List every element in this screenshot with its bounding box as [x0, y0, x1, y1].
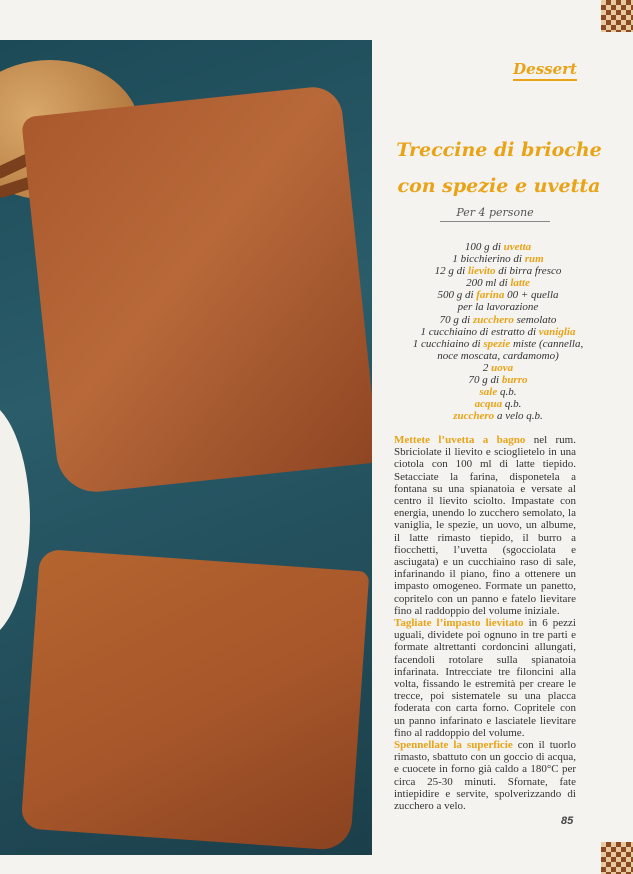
method-step-lead: Spennellate la superficie	[394, 739, 513, 752]
ingredient-text: q.b.	[502, 398, 522, 411]
ingredient-item	[378, 350, 618, 362]
checker-decoration	[601, 842, 633, 874]
ingredient-text: di birra fresco	[495, 265, 562, 278]
ingredient-item	[378, 398, 618, 410]
ingredient-text: miste (cannella,	[510, 337, 584, 350]
servings-label: Per 4 persone	[440, 206, 550, 222]
recipe-photo	[0, 40, 372, 855]
ingredient-text: 12 g di	[434, 265, 468, 278]
brown-napkin	[21, 84, 372, 495]
method-step-lead: Mettete l’uvetta a bagno	[394, 434, 526, 446]
ingredient-name: acqua	[474, 398, 503, 411]
ingredient-text: 100 g di	[464, 241, 504, 253]
ingredient-name: uvetta	[503, 241, 532, 253]
title-line: con spezie e uvetta	[397, 175, 601, 197]
ingredient-text: 00 + quella	[504, 289, 559, 302]
method-step-lead: Tagliate l’impasto lievitato	[394, 617, 524, 630]
ingredient-text: a velo q.b.	[494, 410, 543, 423]
ingredient-item	[378, 374, 618, 386]
ingredient-text: per la lavorazione	[457, 301, 539, 314]
method-paragraph	[394, 617, 576, 739]
method-paragraph	[394, 739, 576, 812]
white-bowl	[0, 400, 30, 640]
ingredient-name: sale	[479, 386, 498, 399]
ingredient-name: farina	[476, 289, 505, 302]
ingredient-item	[378, 410, 618, 422]
ingredient-name: zucchero	[472, 313, 514, 326]
method-paragraph	[394, 434, 576, 617]
ingredient-item	[378, 326, 618, 338]
method-step-text: con il tuorlo rimasto, sbattuto con un goccio di acqua, e cuocete in forno già caldo a 180°C per circa 25-30 minuti. Sfornate, fate intiepidire e servite, spolverizzando di zucchero a velo.	[394, 739, 576, 813]
checker-decoration	[601, 0, 633, 32]
ingredient-item	[378, 314, 618, 326]
ingredients-list	[378, 241, 618, 422]
ingredient-text: 70 g di	[439, 313, 473, 326]
ingredient-item	[378, 301, 618, 313]
recipe-title	[380, 132, 618, 204]
ingredient-name: uova	[491, 361, 514, 374]
ingredient-text: 200 ml di	[466, 277, 511, 290]
ingredient-item	[378, 241, 618, 253]
ingredient-item	[378, 265, 618, 277]
title-line: Treccine di brioche	[396, 139, 602, 161]
ingredient-item	[378, 289, 618, 301]
method-step-text: nel rum. Sbriciolate il lievito e scioglietelo in una ciotola con 100 ml di latte tiepido. Setacciate la farina, disponetela a fontana su una spianatoia e versate al centro il lievito sciolto. Impastate con energia, unendo lo zucchero semolato, la vaniglia, le spezie, un uovo, un albume, il latte rimasto tiepido, il burro a fiocchetti, l’uvetta (sgocciolata e asciugata) e un cucchiaino raso di sale, infarinando il piano, fino a ottenere un impasto omogeneo. Formate un panetto, copritelo con un panno e fatelo lievitare fino al raddoppio del volume iniziale.	[394, 434, 576, 617]
ingredient-item	[378, 362, 618, 374]
ingredient-item	[378, 253, 618, 265]
method-text	[394, 434, 576, 812]
ingredient-text: 1 cucchiaino di	[412, 337, 484, 350]
ingredient-text: 70 g di	[468, 374, 502, 387]
brown-napkin	[21, 549, 370, 851]
ingredient-name: rum	[524, 253, 544, 266]
ingredient-text: q.b.	[497, 386, 517, 399]
method-step-text: in 6 pezzi uguali, dividete poi ognuno in tre parti e formate altrettanti cordoncini allungati, facendoli rotolare sulla spianatoia infarinata. Intrecciate tre filoncini alla volta, fissando le estremità per creare le trecce, poi sistematele su una placca foderata con carta forno. Copritele con un panno infarinato e lasciatele lievitare fino al raddoppio del volume.	[394, 617, 576, 739]
ingredient-text: 2	[482, 361, 492, 374]
ingredient-text: 1 cucchiaino di estratto di	[420, 325, 539, 338]
ingredient-text: 500 g di	[437, 289, 477, 302]
section-category: Dessert	[513, 60, 577, 81]
ingredient-text: 1 bicchierino di	[452, 253, 525, 266]
ingredient-item	[378, 277, 618, 289]
ingredient-item	[378, 338, 618, 350]
ingredient-name: vaniglia	[538, 325, 576, 338]
ingredient-name: lievito	[467, 265, 496, 278]
ingredient-name: latte	[510, 277, 530, 290]
ingredient-name: spezie	[483, 337, 511, 350]
ingredient-text: noce moscata, cardamomo)	[437, 349, 559, 362]
ingredient-name: zucchero	[453, 410, 495, 423]
page-number: 85	[561, 815, 574, 827]
ingredient-text: semolato	[513, 313, 557, 326]
ingredient-item	[378, 386, 618, 398]
ingredient-name: burro	[501, 374, 528, 387]
